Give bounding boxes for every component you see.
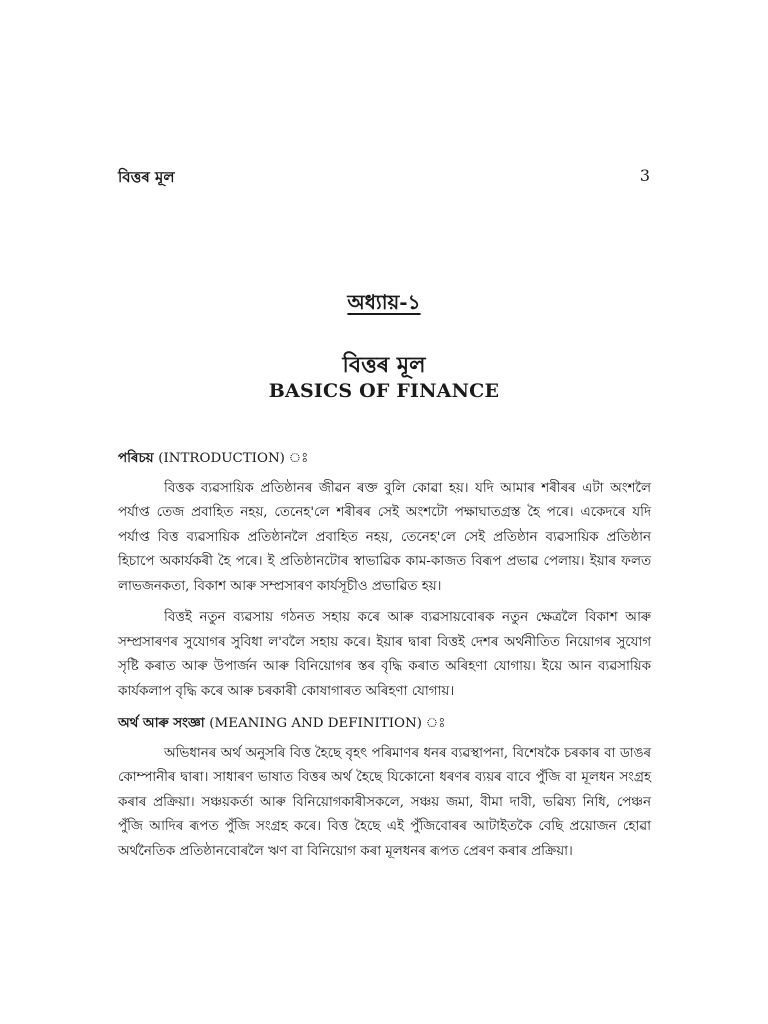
chapter-label: অধ্যায়-১	[347, 290, 421, 314]
body-content	[118, 446, 651, 871]
paragraph: অভিধানৰ অৰ্থ অনুসৰি বিত্ত হৈছে বৃহৎ পৰিমাণৰ ধনৰ ব্যৱস্থাপনা, বিশেষকৈ চৰকাৰ বা ডাঙৰ কোম্পানীৰ দ্বাৰা। সাধাৰণ ভাষাত বিত্তৰ অৰ্থ হৈছে যিকোনো ধৰণৰ ব্যয়ৰ বাবে পুঁজি বা মূলধন সংগ্ৰহ কৰাৰ প্ৰক্ৰিয়া। সঞ্চয়কৰ্তা আৰু বিনিয়োগকাৰীসকলে, সঞ্চয় জমা, বীমা দাবী, ভৱিষ্য নিধি, পেঞ্চন পুঁজি আদিৰ ৰূপত পুঁজি সংগ্ৰহ কৰে। বিত্ত হৈছে এই পুঁজিবোৰৰ আটাইতকৈ বেছি প্ৰয়োজন হোৱা অৰ্থনৈতিক প্ৰতিষ্ঠানবোৰলৈ ঋণ বা বিনিয়োগ কৰা মূলধনৰ ৰূপত প্ৰেৰণ কৰাৰ প্ৰক্ৰিয়া।	[118, 745, 651, 859]
running-header	[118, 166, 650, 191]
paragraph: বিত্তই নতুন ব্যৱসায় গঠনত সহায় কৰে আৰু ব্যৱসায়বোৰক নতুন ক্ষেত্ৰলৈ বিকাশ আৰু সম্প্ৰসাৰণৰ সুযোগৰ সুবিধা ল'বলৈ সহায় কৰে। ইয়াৰ দ্বাৰা বিত্তই দেশৰ অৰ্থনীতিত নিয়োগৰ সুযোগ সৃষ্টি কৰাত আৰু উপাৰ্জন আৰু বিনিয়োগৰ স্তৰ বৃদ্ধি কৰাত অৰিহণা যোগায়। ইয়ে আন ব্যৱসায়িক কাৰ্যকলাপ বৃদ্ধি কৰে আৰু চৰকাৰী কোষাগাৰত অৰিহণা যোগায়।	[118, 610, 651, 699]
paragraph: বিত্তক ব্যৱসায়িক প্ৰতিষ্ঠানৰ জীৱন ৰক্ত বুলি কোৱা হয়। যদি আমাৰ শৰীৰৰ এটা অংশলৈ পৰ্যাপ্ত তেজ প্ৰবাহিত নহয়, তেনেহ'লে শৰীৰৰ সেই অংশটো পক্ষাঘাতগ্ৰস্ত হৈ পৰে। একেদৰে যদি পৰ্যাপ্ত বিত্ত ব্যৱসায়িক প্ৰতিষ্ঠানলৈ প্ৰবাহিত নহয়, তেনেহ'লে সেই প্ৰতিষ্ঠান ব্যৱসায়িক প্ৰতিষ্ঠান হিচাপে অকাৰ্যকৰী হৈ পৰে। ই প্ৰতিষ্ঠানটোৰ স্বাভাৱিক কাম-কাজত বিৰূপ প্ৰভাৱ পেলায়। ইয়াৰ ফলত লাভজনকতা, বিকাশ আৰু সম্প্ৰসাৰণ কাৰ্যসূচীও প্ৰভাৱিত হয়।	[118, 480, 651, 594]
section-heading-english: (INTRODUCTION) ঃ	[158, 451, 309, 466]
section-heading-assamese: অৰ্থ আৰু সংজ্ঞা	[118, 715, 205, 731]
section-heading	[118, 711, 651, 737]
section-heading-assamese: পৰিচয়	[118, 450, 154, 466]
chapter-title-assamese: বিত্তৰ মূল	[342, 352, 426, 378]
page-number: 3	[639, 166, 650, 185]
running-title: বিত্তৰ মূল	[118, 168, 175, 186]
section-heading-english: (MEANING AND DEFINITION) ঃ	[209, 716, 446, 731]
section-heading	[118, 446, 651, 472]
section-introduction	[118, 446, 651, 704]
chapter-title-english: BASICS OF FINANCE	[268, 380, 500, 402]
section-meaning-definition	[118, 711, 651, 864]
